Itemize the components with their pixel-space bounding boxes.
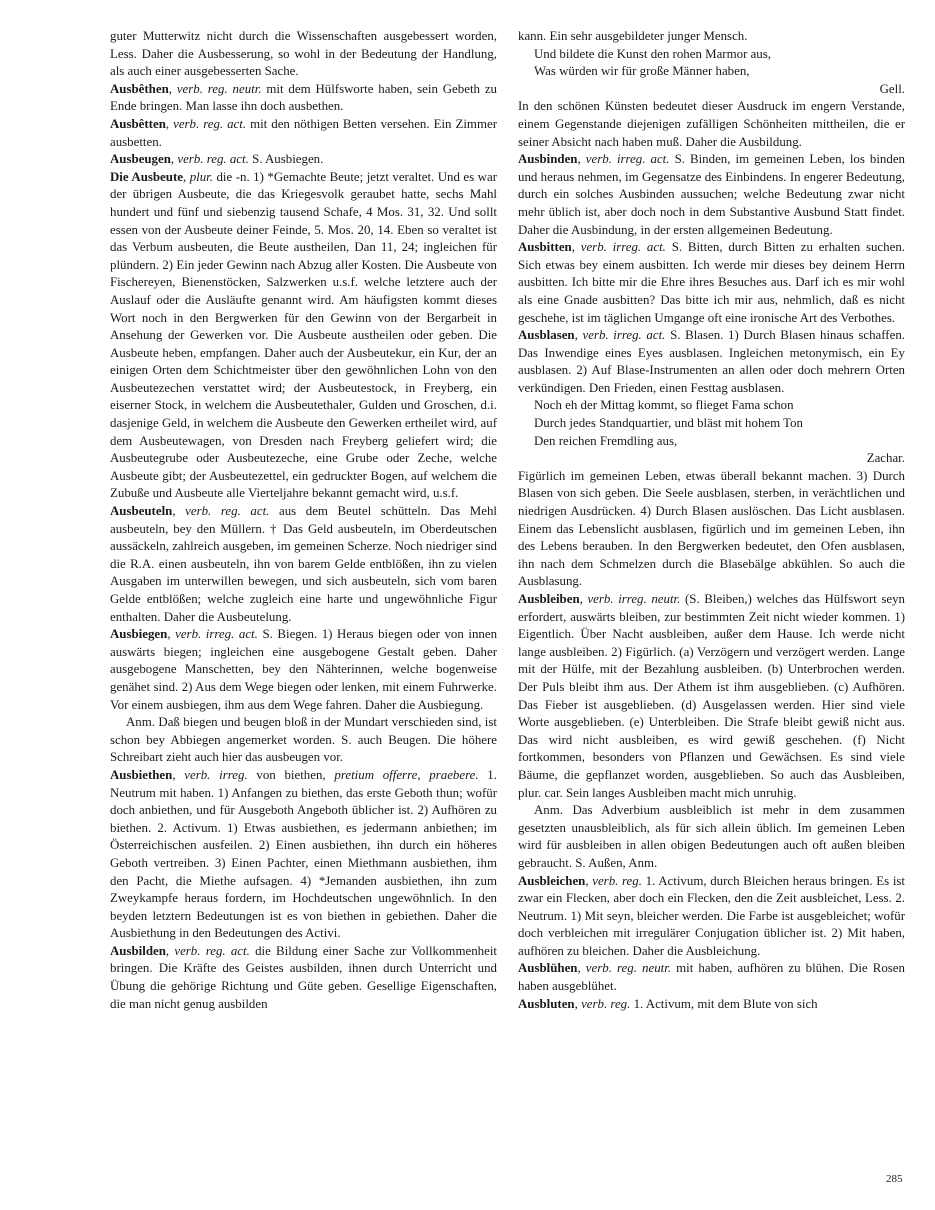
entry-headword: Ausblasen xyxy=(518,328,575,343)
entry-headword: Ausbiegen xyxy=(110,627,168,642)
left-column xyxy=(110,28,497,1013)
dictionary-entry: Ausbleichen, verb. reg. 1. Activum, durch Bleichen heraus bringen. Es ist zwar ein Flecken, aber doch ein Flecken, den die Zeit ausbleichet, Less. 2. Neutrum. 1) Mit seyn, bleicher werden. Die Farbe ist ausgebleichet; wofür doch verbleichen mit irregulärer Conjugation üblicher ist. 2) Mit haben, aufhören zu bleichen. Daher die Ausbleichung. xyxy=(518,873,906,958)
dictionary-entry: Ausbiethen, verb. irreg. von biethen, pretium offerre, praebere. 1. Neutrum mit haben. 1) Anfangen zu biethen, das erste Geboth thun; wofür doch anbiethen, und für Ausgeboth Angeboth üblicher ist. 2) Aufhören zu biethen. 2. Activum. 1) Etwas ausbiethen, es jedermann anbiethen; im Österreichischen ausfeilen. 2) Einen ausbiethen, ihn durch ein höheres Geboth vertreiben. 3) Einen Pachter, einen Miethmann ausbiethen, ihm den Pacht, die Miethe aufsagen. 4) *Jemanden ausbiethen, ihn zum Zweykampfe heraus fordern, im Hochdeutschen ungewöhnlich. In den beyden letztern Bedeutungen ist es von biethen in gebiethen. Daher die Ausbiethung in den Bedeutungen des Activi. xyxy=(110,767,497,941)
right-column xyxy=(518,28,905,1013)
dictionary-entry: Ausblühen, verb. reg. neutr. mit haben, aufhören zu blühen. Die Rosen haben ausgeblühet. xyxy=(518,961,905,994)
entry-text: die Bildung einer Sache zur Vollkommenheit bringen. Die Kräfte des Geistes ausbilden, ihnen durch Unterricht und Übung die gehörige Richtung und Güte geben. Gesellige Eigenschaften, die man nicht genug ausbilden xyxy=(110,943,497,1011)
entry-headword: Ausbinden xyxy=(518,152,578,167)
quote-attribution: Zachar. xyxy=(866,451,905,466)
verse-line: Durch jedes Standquartier, und bläst mit hohem Ton xyxy=(534,416,803,431)
entry-grammar: verb. irreg. act. xyxy=(585,152,670,167)
dictionary-entry: Ausbluten, verb. reg. 1. Activum, mit dem Blute von sich xyxy=(518,996,818,1011)
entry-grammar: verb. irreg. act. xyxy=(580,240,666,255)
dictionary-entry: Ausbleiben, verb. irreg. neutr. (S. Bleiben,) welches das Hülfswort seyn erfordert, auswärts bleiben, zur bestimmten Zeit nicht wieder kommen. 1) Eigentlich. Über Nacht ausbleiben, außer dem Hause. Ich werde nicht lange ausbleiben. 2) Figürlich. (a) Verzögern und verzögert werden. Lange mit der Hülfe, mit der Bezahlung ausbleiben. (b) Unterbrochen werden. Der Puls bleibt ihm aus. Der Athem ist ihm ausgeblieben. (c) Aufhören. Das Fieber ist ausgeblieben. (d) Ausgelassen werden. Hier sind viele Worte ausgeblieben. (e) Unterbleiben. Die Strafe bleibt gewiß nicht aus. Das wird nicht ausbleiben, es wird gewiß geschehen. (f) Nicht fortkommen, besonders von Pflanzen und Gewächsen. Es sind viele Bäume, die gepflanzet worden, ausgeblieben. So auch das Ausbleiben, plur. car. Sein langes Ausbleiben macht mich unruhig. xyxy=(518,592,905,800)
entry-headword: Ausbilden xyxy=(110,943,166,958)
entry-text: 1. Activum, mit dem Blute von sich xyxy=(633,996,818,1011)
entry-headword: Ausbêthen xyxy=(110,81,169,96)
entry-grammar: verb. reg. xyxy=(581,996,631,1011)
continued-paragraph: kann. Ein sehr ausgebildeter junger Mensch. xyxy=(518,29,748,43)
dictionary-entry: Ausbeuteln, verb. reg. act. aus dem Beutel schütteln. Das Mehl ausbeuteln, bey den Müllern. † Das Geld ausbeuteln, im Oberdeutschen aussäckeln, zahlreich ausgeben, im gemeinen Scherze. Noch niedriger sind die R.A. einen ausbeuteln, ihn von barem Gelde entblößen, ihn zu vielen Ausgaben im unterwillen bewegen, und sich ausbeuteln, sich vom baren Gelde entblößen; welche zugleich eine harte und ungewöhnliche Figur enthalten. Daher die Ausbeutelung. xyxy=(110,504,497,624)
entry-text: S. Ausbiegen. xyxy=(252,152,324,167)
continued-paragraph: guter Mutterwitz nicht durch die Wissenschaften ausgebessert worden, Less. Daher die Ausbesserung, so wohl in der Bedeutung der Handlung, als auch einer ausgebesserten Sache. xyxy=(110,29,497,79)
entry-headword: Ausbiethen xyxy=(110,767,173,782)
entry-grammar: verb. irreg. xyxy=(184,767,248,782)
verse-line: Was würden wir für große Männer haben, xyxy=(534,64,750,79)
dictionary-entry: Ausbeugen, verb. reg. act. S. Ausbiegen. xyxy=(110,152,324,167)
dictionary-entry: Ausblasen, verb. irreg. act. S. Blasen. 1) Durch Blasen hinaus schaffen. Das Inwendige eines Eyes ausblasen. Ingleichen metonymisch, ein Ey ausblasen. 2) Auf Blase-Instrumenten an allen oder doch mehrern Orten verkündigen. Den Frieden, einen Festtag ausblasen. xyxy=(518,328,905,395)
entry-text: (S. Bleiben,) welches das Hülfswort seyn erfordert, auswärts bleiben, zur bestimmten Zeit nicht wieder kommen. 1) Eigentlich. Über Nacht ausbleiben, außer dem Hause. Ich werde nicht lange ausbleiben. 2) Figürlich. (a) Verzögern und verzögert werden. Lange mit der Hülfe, mit der Bezahlung ausbleiben. (b) Unterbrochen werden. Der Puls bleibt ihm aus. Der Athem ist ihm ausgeblieben. (c) Aufhören. Das Fieber ist ausgeblieben. (d) Ausgelassen werden. Hier sind viele Worte ausgeblieben. (e) Unterbleiben. Die Strafe bleibt gewiß nicht aus. Das wird nicht ausbleiben, es wird gewiß geschehen. (f) Nicht fortkommen, besonders von Pflanzen und Gewächsen. Es sind viele Bäume, die gepflanzet worden, ausgeblieben. So auch das Ausbleiben, plur. car. Sein langes Ausbleiben macht mich unruhig. xyxy=(518,592,905,800)
entry-text: von biethen, xyxy=(256,767,335,782)
entry-text: die -n. 1) *Gemachte Beute; jetzt veraltet. Und es war der übrigen Ausbeute, die das Kriegesvolk geraubet hatte, sechs Mahl hundert und fünf und siebenzig tausend Schafe, 4 Mos. 31, 32. Und sollt essen von der Ausbeute deiner Feinde, 5. Mos. 20, 14. Eben so veraltet ist das Verbum ausbeuten, die Beute austheilen, Dan 11, 24; ingleichen für plündern. 2) Ein jeder Gewinn nach Abzug aller Kosten. Die Ausbeute von Fischereyen, Bienenstöcken, Salzwerken u.s.f. welche letztere auch der Auslauf oder die Ausläufte genannt wird. Am häufigsten kommt dieses Wort noch in den Bergwerken für den Gewinn von der Bergarbeit in Ansehung der Gewerken vor. Die Ausbeute austheilen oder geben. Die Ausbeute heben, empfangen. Daher auch der Ausbeutekur, ein Kur, der an einigen Orten dem Schichtmeister über den gewöhnlichen Lohn von den Ausbeutezechen verstattet wird; der Ausbeutestock, in Freyberg, ein eiserner Stock, in welchem die Ausbeutethaler, Gulden und Groschen, d.i. dasjenige Geld, in welchem die Ausbeute den Gewerken ertheilet wird, auf dem Ausbeutewagen, von Dresden nach Freyberg geliefert wird; die Ausbeutegrube oder Ausbeutezeche, eine Grube oder Zeche, welche Ausbeute gibt; der Ausbeutezettel, ein gedruckter Bogen, auf welchem die Zubuße und Ausbeute alle Vierteljahre bekannt gemacht wird, u.s.f. xyxy=(110,169,497,501)
dictionary-entry: Ausbiegen, verb. irreg. act. S. Biegen. 1) Heraus biegen oder von innen auswärts biegen; ingleichen eine ausgebogene Gestalt geben. Daher ausgebogene Manschetten, bey den Nähterinnen, welche bogenweise genähet sind. 2) Aus dem Wege biegen oder lenken, mit einem Fuhrwerke. Vor einem ausbiegen, ihm aus dem Wege fahren. Daher die Ausbiegung. xyxy=(110,627,498,712)
dictionary-entry: Ausbinden, verb. irreg. act. S. Binden, im gemeinen Leben, los binden und heraus nehmen, im Gegensatze des Einbindens. In engerer Bedeutung, durch ein solches Ausbinden aussuchen; welche Bedeutung zwar nicht mehr üblich ist, aber doch noch in dem Substantive Ausbund Statt findet. Daher die Ausbindung, in der ersten allgemeinen Bedeutung. xyxy=(518,152,905,237)
entry-text: mit haben, aufhören zu blühen. Die Rosen haben ausgeblühet. xyxy=(518,961,905,994)
entry-text: aus dem Beutel schütteln. Das Mehl ausbeuteln, bey den Müllern. † Das Geld ausbeuteln, im Oberdeutschen aussäckeln, zahlreich ausgeben, im gemeinen Scherze. Noch niedriger sind die R.A. einen ausbeuteln, ihn von barem Gelde entblößen, ihn zu vielen Ausgaben im unterwillen bewegen, und sich ausbeuteln, sich vom baren Gelde entblößen; welche zugleich eine harte und ungewöhnliche Figur enthalten. Daher die Ausbeutelung. xyxy=(110,504,497,624)
verse-line: Und bildete die Kunst den rohen Marmor aus, xyxy=(534,46,771,61)
entry-headword: Ausblühen xyxy=(518,961,578,976)
entry-headword: Ausbêtten xyxy=(110,116,166,131)
entry-grammar: verb. irreg. neutr. xyxy=(587,592,681,606)
continued-paragraph: In den schönen Künsten bedeutet dieser Ausdruck im engern Verstande, einem Gegenstande diejenigen zufälligen Schönheiten mittheilen, die er seiner Absicht nach haben muß. Daher die Ausbildung. xyxy=(518,99,905,149)
entry-headword: Ausbluten xyxy=(518,996,575,1011)
entry-grammar: verb. reg. act. xyxy=(185,504,270,519)
entry-grammar: verb. irreg. act. xyxy=(582,328,666,343)
entry-grammar: verb. reg. xyxy=(592,873,642,888)
entry-grammar: verb. reg. act. xyxy=(173,116,247,131)
entry-headword: Ausbitten xyxy=(518,240,572,255)
entry-text: S. Binden, im gemeinen Leben, los binden und heraus nehmen, im Gegensatze des Einbindens. In engerer Bedeutung, durch ein solches Ausbinden aussuchen; welche Bedeutung zwar nicht mehr üblich ist, aber doch noch in dem Substantive Ausbund Statt findet. Daher die Ausbindung, in der ersten allgemeinen Bedeutung. xyxy=(518,152,905,237)
entry-headword: Ausbeugen xyxy=(110,152,171,167)
entry-text-continued: 1. Neutrum mit haben. 1) Anfangen zu biethen, das erste Geboth thun; wofür doch anbiethen, und für Ausgeboth Angeboth üblicher ist. 2) Aufhören zu biethen. 2. Activum. 1) Etwas ausbiethen, es jedermann anbiethen; im Österreichischen ausfeilen. 2) Einen ausbiethen, ihn durch ein höheres Geboth vertreiben. 3) Einen Pachter, einen Miethmann ausbiethen, ihm den Pacht, die Miethe aufsagen. 4) *Jemanden ausbiethen, ihn zum Zweykampfe heraus fordern, im Hochdeutschen ungewöhnlich. In den beyden letztern Bedeutungen ist es von biethen in gebiethen. Daher die Ausbiethung in den Bedeutungen des Activi. xyxy=(110,767,497,941)
entry-headword: Ausbeuteln xyxy=(110,504,173,519)
entry-text: S. Biegen. 1) Heraus biegen oder von innen auswärts biegen; ingleichen eine ausgebogene Gestalt geben. Daher ausgebogene Manschetten, bey den Nähterinnen, welche bogenweise genähet sind. 2) Aus dem Wege biegen oder lenken, mit einem Fuhrwerke. Vor einem ausbiegen, ihm aus dem Wege fahren. Daher die Ausbiegung. xyxy=(110,627,498,712)
entry-grammar: verb. irreg. act. xyxy=(175,627,258,642)
entry-text: S. Bitten, durch Bitten zu erhalten suchen. Sich etwas bey einem ausbitten. Ich werde mir dieses bey deinem Herrn ausbitten. Ich bitte mir die Ehre ihres Besuches aus. Darf ich es mir wohl als eine Gnade ausbitten? Das bitte ich mir aus, nehmlich, daß es nicht geschehe, ist im täglichen Umgange oft eine ironische Art des Verbothes. xyxy=(518,240,905,325)
entry-latin: pretium offerre, praebere. xyxy=(334,767,479,782)
entry-text: 1. Activum, durch Bleichen heraus bringen. Es ist zwar ein Flecken, aber doch ein Flecken, den die Zeit ausbleichet, Less. 2. Neutrum. 1) Mit seyn, bleicher werden. Die Farbe ist ausgebleichet; wofür doch verbleichen mit irregulärer Conjugation üblicher ist. 2) Mit haben, aufhören zu bleichen. Daher die Ausbleichung. xyxy=(518,873,906,958)
dictionary-entry: Ausbilden, verb. reg. act. die Bildung einer Sache zur Vollkommenheit bringen. Die Kräfte des Geistes ausbilden, ihnen durch Unterricht und Übung die gehörige Richtung und Güte geben. Gesellige Eigenschaften, die man nicht genug ausbilden xyxy=(110,943,497,1011)
quote-attribution: Gell. xyxy=(879,81,905,96)
page-number: 285 xyxy=(886,1173,903,1185)
entry-grammar: verb. reg. neutr. xyxy=(585,961,672,976)
dictionary-entry: Die Ausbeute, plur. die -n. 1) *Gemachte Beute; jetzt veraltet. Und es war der übrigen Ausbeute, die das Kriegesvolk geraubet hatte, sechs Mahl hundert und fünf und siebenzig tausend Schafe, 4 Mos. 31, 32. Und sollt essen von der Ausbeute deiner Feinde, 5. Mos. 20, 14. Eben so veraltet ist das Verbum ausbeuten, die Beute austheilen, Dan 11, 24; ingleichen für plündern. 2) Ein jeder Gewinn nach Abzug aller Kosten. Die Ausbeute von Fischereyen, Bienenstöcken, Salzwerken u.s.f. welche letztere auch der Auslauf oder die Ausläufte genannt wird. Am häufigsten kommt dieses Wort noch in den Bergwerken für den Gewinn von der Bergarbeit in Ansehung der Gewerken vor. Die Ausbeute austheilen oder geben. Die Ausbeute heben, empfangen. Daher auch der Ausbeutekur, ein Kur, der an einigen Orten dem Schichtmeister über den gewöhnlichen Lohn von den Ausbeutezechen verstattet wird; der Ausbeutestock, in Freyberg, ein eiserner Stock, in welchem die Ausbeutethaler, Gulden und Groschen, d.i. dasjenige Geld, in welchem die Ausbeute den Gewerken ertheilet wird, auf dem Ausbeutewagen, von Dresden nach Freyberg geliefert wird; die Ausbeutegrube oder Ausbeutezeche, eine Grube oder Zeche, welche Ausbeute gibt; der Ausbeutezettel, ein gedruckter Bogen, auf welchem die Zubuße und Ausbeute alle Vierteljahre bekannt gemacht wird, u.s.f. xyxy=(110,169,497,501)
annotation-paragraph: Anm. Daß biegen und beugen bloß in der Mundart verschieden sind, ist schon bey Abbiegen angemerket worden. S. auch Beugen. Die höhere Schreibart zieht auch hier das ausbeugen vor. xyxy=(110,715,497,765)
continued-paragraph: Figürlich im gemeinen Leben, etwas überall bekannt machen. 3) Durch Blasen von sich geben. Die Seele ausblasen, sterben, in verächtlichen und niedrigen Ausdrücken. 4) Durch Blasen auslöschen. Das Licht ausblasen. Einem das Lebenslicht ausblasen, figürlich und im gemeinen Leben, ihn des Lebens berauben. In den Bergwerken bedeutet, den Ofen ausblasen, ihn nach dem Schmelzen durch die Blasebälge abkühlen. So auch die Ausblasung. xyxy=(518,468,905,589)
entry-grammar: plur. xyxy=(189,169,213,184)
entry-grammar: verb. reg. act. xyxy=(174,943,250,958)
entry-headword: Ausbleiben xyxy=(518,592,580,606)
dictionary-entry: Ausbitten, verb. irreg. act. S. Bitten, durch Bitten zu erhalten suchen. Sich etwas bey einem ausbitten. Ich werde mir dieses bey deinem Herrn ausbitten. Ich bitte mir die Ehre ihres Besuches aus. Darf ich es mir wohl als eine Gnade ausbitten? Das bitte ich mir aus, nehmlich, daß es nicht geschehe, ist im täglichen Umgange oft eine ironische Art des Verbothes. xyxy=(518,240,905,325)
verse-line: Noch eh der Mittag kommt, so flieget Fama schon xyxy=(534,398,794,413)
entry-headword: Ausbleichen xyxy=(518,873,586,888)
entry-text: S. Blasen. 1) Durch Blasen hinaus schaffen. Das Inwendige eines Eyes ausblasen. Ingleichen metonymisch, ein Ey ausblasen. 2) Auf Blase-Instrumenten an allen oder doch mehrern Orten verkündigen. Den Frieden, einen Festtag ausblasen. xyxy=(518,328,905,395)
verse-line: Den reichen Fremdling aus, xyxy=(534,433,678,448)
entry-text: mit dem Hülfsworte haben, sein Gebeth zu Ende bringen. Man lasse ihn doch ausbethen. xyxy=(110,81,497,114)
dictionary-entry: Ausbêtten, verb. reg. act. mit den nöthigen Betten versehen. Ein Zimmer ausbetten. xyxy=(110,116,497,149)
entry-grammar: verb. reg. act. xyxy=(177,152,249,167)
entry-text: mit den nöthigen Betten versehen. Ein Zimmer ausbetten. xyxy=(110,116,497,149)
entry-headword: Die Ausbeute xyxy=(110,169,183,184)
annotation-paragraph: Anm. Das Adverbium ausbleiblich ist mehr in dem zusammen gesetzten unausbleiblich, als für sich allein üblich. Im gemeinen Leben wird für ausbleiben in allen obigen Bedeutungen auch oft außen bleiben gebraucht. S. Außen, Anm. xyxy=(518,803,905,870)
entry-grammar: verb. reg. neutr. xyxy=(176,81,262,96)
dictionary-entry: Ausbêthen, verb. reg. neutr. mit dem Hülfsworte haben, sein Gebeth zu Ende bringen. Man lasse ihn doch ausbethen. xyxy=(110,81,497,114)
